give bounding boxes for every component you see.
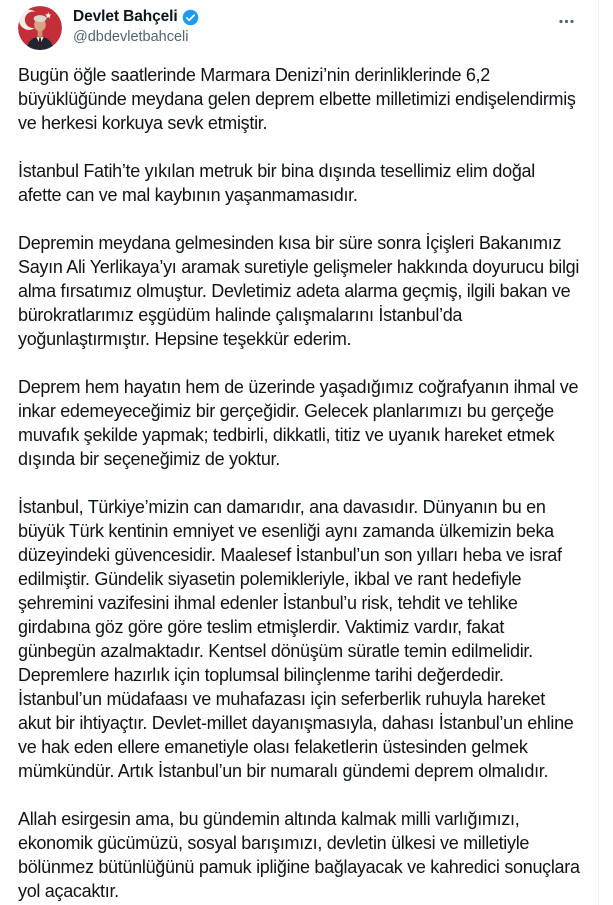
name-row xyxy=(73,7,199,27)
tweet xyxy=(18,6,580,903)
user-handle[interactable]: @dbdevletbahceli xyxy=(73,29,189,45)
tweet-paragraph: Depremin meydana gelmesinden kısa bir süre sonra İçişleri Bakanımız Sayın Ali Yerlikaya’yı aramak suretiyle gelişmeler hakkında doyurucu bilgi alma fırsatımız olmuştur. Devletimiz adeta alarma geçmiş, ilgili bakan ve bürokratlarımız eşgüdüm halinde çalışmalarını İstanbul’da yoğunlaştırmıştır. Hepsine teşekkür ederim. xyxy=(18,233,580,349)
avatar-image xyxy=(18,6,62,50)
tweet-paragraph: İstanbul Fatih’te yıkılan metruk bir bina dışında tesellimiz elim doğal afette can ve mal kaybının yaşanmamasıdır. xyxy=(18,161,535,205)
user-names xyxy=(73,6,199,47)
display-name[interactable]: Devlet Bahçeli xyxy=(73,8,178,25)
more-button[interactable] xyxy=(553,8,580,35)
tweet-paragraph: İstanbul, Türkiye’mizin can damarıdır, ana davasıdır. Dünyanın bu en büyük Türk kentinin emniyet ve esenliği aynı zamanda ülkemizin beka düzeyindeki güvencesidir. Maalesef İstanbul’un son yılları heba ve israf edilmiştir. Gündelik siyasetin polemikleriyle, ikbal ve rant hedefiyle şehremini vazifesini ihmal edenler İstanbul’u risk, tehdit ve tehlike girdabına göz göre göre teslim etmişlerdir. Vaktimiz vardır, fakat günbegün azalmaktadır. Kentsel dönüşüm süratle temin edilmelidir. Depremlere hazırlık için toplumsal bilinçlenme tarihi değerdedir. İstanbul’un müdafaası ve muhafazası için seferberlik ruhuyla hareket akut bir ihtiyaçtır. Devlet-millet dayanışmasıyla, dahası İstanbul’un ehline ve hak eden ellere emanetiyle olası felaketlerin üstesinden gelmek mümkündür. Artık İstanbul’un bir numaralı gündemi deprem olmalıdır. xyxy=(18,497,574,781)
more-icon xyxy=(557,12,576,31)
tweet-paragraph: Bugün öğle saatlerinde Marmara Denizi’nin derinliklerinde 6,2 büyüklüğünde meydana gelen deprem elbette milletimizi endişelendirmiş ve herkesi korkuya sevk etmiştir. xyxy=(18,65,576,133)
tweet-paragraph: Deprem hem hayatın hem de üzerinde yaşadığımız coğrafyanın ihmal ve inkar edemeyeceğimiz bir gerçeğidir. Gelecek planlarımızı bu gerçeğe muvafık şekilde yapmak; tedbirli, dikkatli, titiz ve uyanık hareket etmek dışında bir seçeneğimiz de yoktur. xyxy=(18,377,579,469)
tweet-header xyxy=(18,6,580,50)
tweet-paragraph: Allah esirgesin ama, bu gündemin altında kalmak milli varlığımızı, ekonomik gücümüzü, sosyal barışımızı, devletin ülkesi ve milletiyle bölünmez bütünlüğünü pamuk ipliğine bağlayacak ve kahredici sonuçlara yol açacaktır. xyxy=(18,809,580,901)
tweet-text xyxy=(18,63,580,903)
verified-badge-icon xyxy=(182,9,199,26)
avatar[interactable] xyxy=(18,6,62,50)
